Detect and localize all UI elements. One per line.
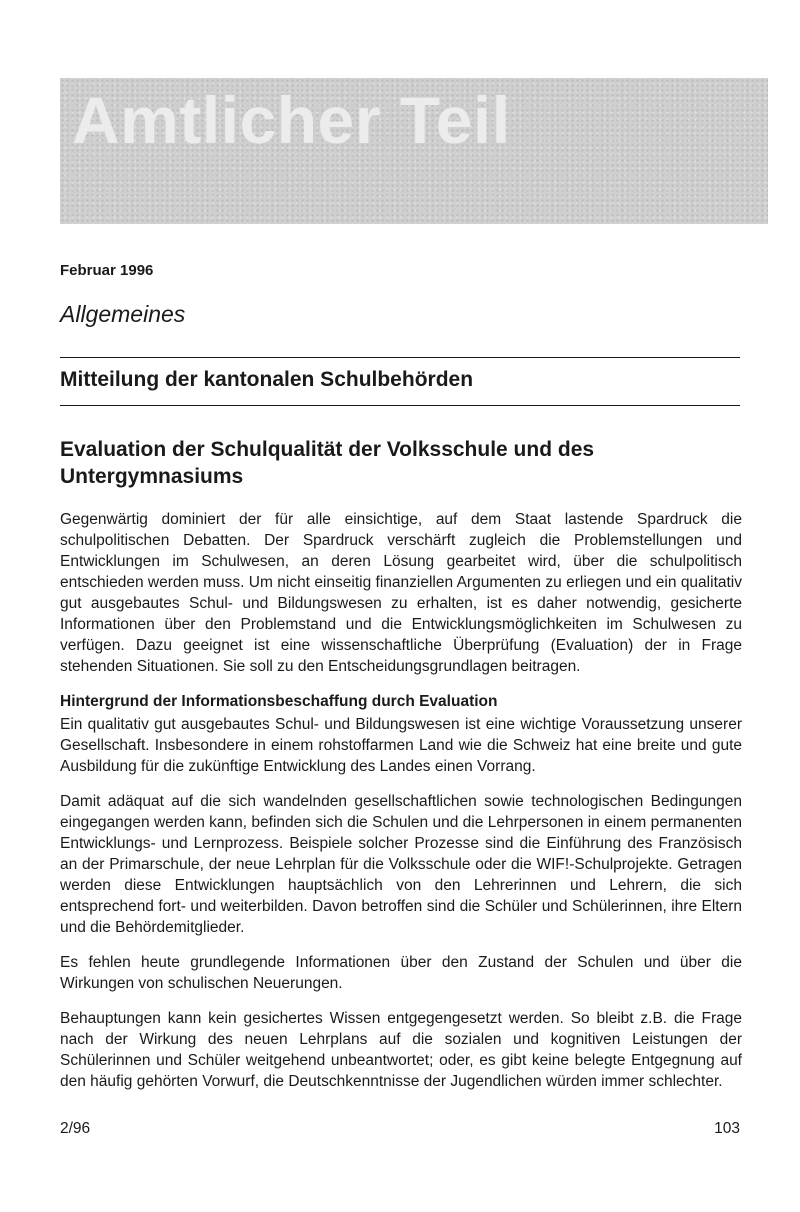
section-label: Allgemeines [60,301,186,327]
article-subheading: Hintergrund der Informationsbeschaffung durch Evaluation [60,693,498,710]
divider-top [60,357,740,358]
intro-paragraph: Gegenwärtig dominiert der für alle einsichtige, auf dem Staat lastende Spardruck die schulpolitischen Debatten. Der Spardruck verschärft zugleich die Problemstellungen und Entwicklungen im Schulwesen, an deren Lösung gearbeitet wird, über die schulpolitisch entschieden werden muss. Um nicht einseitig finanziellen Argumenten zu erliegen und ein qualitativ gut ausgebautes Schul- und Bildungswesen zu erhalten, ist es daher notwendig, gesicherte Informationen über den Problemstand und die Entwicklungsmöglichkeiten im Schulwesen zu verfügen. Dazu geeignet ist eine wissenschaftliche Überprüfung (Evaluation) der in Frage stehenden Situationen. Sie soll zu den Entscheidungsgrundlagen beitragen. [60,511,742,675]
issue-number: 2/96 [60,1120,91,1137]
section-banner [60,78,768,224]
body-paragraph: Damit adäquat auf die sich wandelnden gesellschaftlichen sowie technologischen Bedingungen eingegangen werden kann, befinden sich die Schulen und die Lehrpersonen in einem permanenten Entwicklungs- und Lernprozess. Beispiele solcher Prozesse sind die Einführung des Französisch an der Primarschule, der neue Lehrplan für die Volksschule oder die WIF!-Schulprojekte. Getragen werden diese Entwicklungen hauptsächlich von den Lehrerinnen und Lehrern, die sich entsprechend fort- und weiterbilden. Davon betroffen sind die Schüler und Schülerinnen, ihre Eltern und die Behördemitglieder. [60,793,742,936]
article-body [60,509,742,1106]
body-paragraph: Es fehlen heute grundlegende Informationen über den Zustand der Schulen und über die Wirkungen von schulischen Neuerungen. [60,954,742,992]
notice-heading: Mitteilung der kantonalen Schulbehörden [60,368,474,391]
issue-date: Februar 1996 [60,262,154,279]
body-paragraph: Ein qualitativ gut ausgebautes Schul- und Bildungswesen ist eine wichtige Voraussetzung unserer Gesellschaft. Insbesondere in einem rohstoffarmen Land wie die Schweiz hat eine breite und gute Ausbildung für die zukünftige Entwicklung des Landes einen Vorrang. [60,716,742,775]
body-paragraph: Behauptungen kann kein gesichertes Wissen entgegengesetzt werden. So bleibt z.B. die Frage nach der Wirkung des neuen Lehrplans auf die sozialen und kognitiven Leistungen der Schülerinnen und Schüler weitgehend unbeantwortet; oder, es gibt keine belegte Entgegnung auf den häufig gehörten Vorwurf, die Deutschkenntnisse der Jugendlichen würden immer schlechter. [60,1010,742,1090]
banner-title: Amtlicher Teil [72,83,511,157]
article-title: Evaluation der Schulqualität der Volksschule und des Untergymnasiums [60,438,595,488]
page-number: 103 [714,1120,740,1137]
divider-bottom [60,405,740,406]
